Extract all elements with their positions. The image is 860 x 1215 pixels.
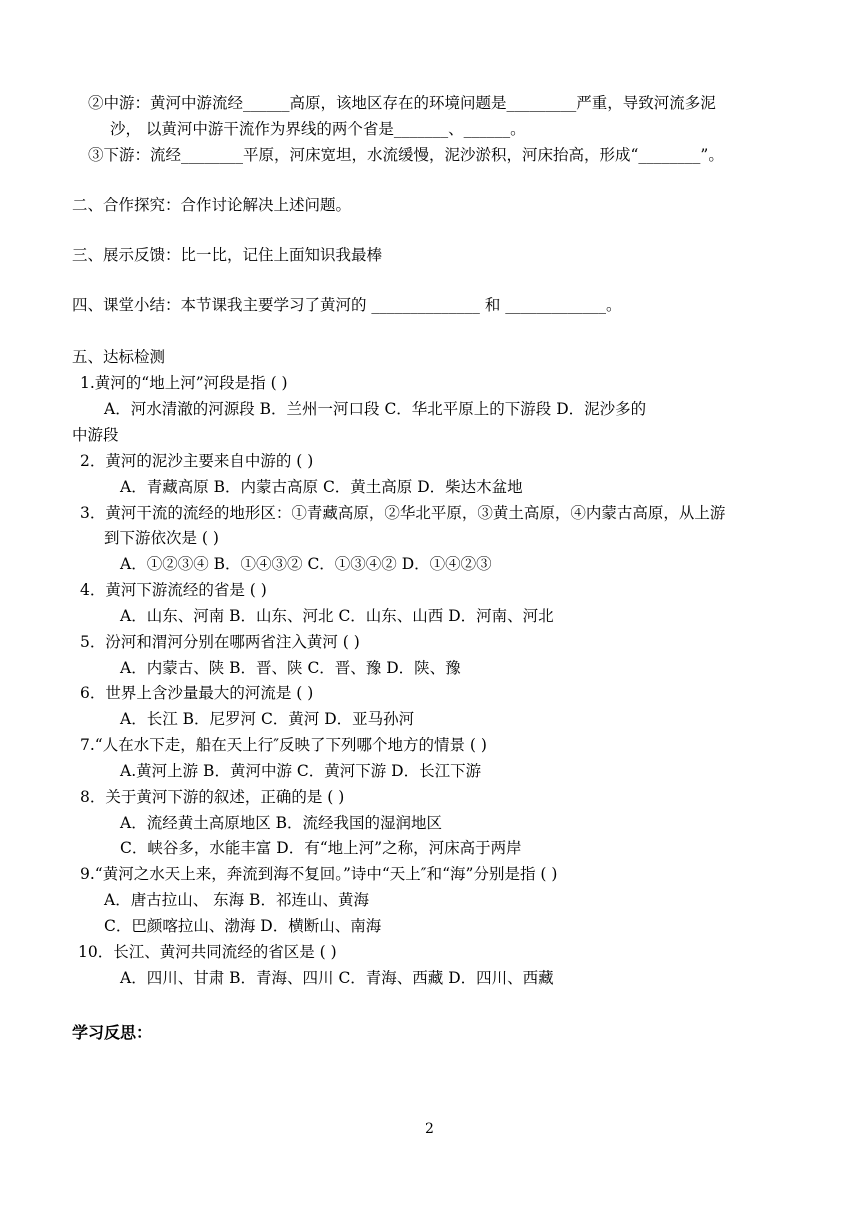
question-9-options-a: A．唐古拉山、 东海 B．祁连山、黄海 (104, 891, 369, 909)
question-5: 5．汾河和渭河分别在哪两省注入黄河 ( ) (80, 633, 360, 651)
page-number: 2 (425, 1121, 434, 1137)
question-9-options-b: C．巴颜喀拉山、渤海 D．横断山、南海 (104, 917, 382, 935)
question-3: 3．黄河干流的流经的地形区：①青藏高原，②华北平原，③黄土高原，④内蒙古高原，从上游 (80, 504, 726, 522)
question-10: 10．长江、黄河共同流经的省区是 ( ) (78, 943, 337, 961)
section-three-heading: 三、展示反馈：比一比，记住上面知识我最棒 (72, 246, 383, 264)
question-4: 4．黄河下游流经的省是 ( ) (80, 581, 267, 599)
question-1: 1.黄河的“地上河”河段是指 ( ) (80, 374, 288, 392)
midstream-line-2: 沙， 以黄河中游干流作为界线的两个省是_______、______。 (110, 120, 526, 138)
section-two-heading: 二、合作探究：合作讨论解决上述问题。 (72, 196, 352, 214)
question-7: 7.“人在水下走，船在天上行″反映了下列哪个地方的情景 ( ) (80, 736, 487, 754)
section-five-heading: 五、达标检测 (72, 348, 166, 366)
question-6: 6．世界上含沙量最大的河流是 ( ) (80, 684, 314, 702)
reflection-heading: 学习反思： (72, 1023, 153, 1042)
question-2: 2．黄河的泥沙主要来自中游的 ( ) (80, 452, 314, 470)
question-3-cont: 到下游依次是 ( ) (104, 529, 219, 547)
question-8-options-b: C．峡谷多，水能丰富 D．有“地上河”之称，河床高于两岸 (120, 839, 522, 857)
question-10-options: A．四川、甘肃 B．青海、四川 C．青海、西藏 D．四川、西藏 (120, 969, 554, 987)
question-1-options-cont: 中游段 (72, 426, 119, 444)
question-5-options: A．内蒙古、陕 B．晋、陕 C．晋、豫 D．陕、豫 (120, 659, 461, 677)
question-9: 9.“黄河之水天上来，奔流到海不复回。”诗中“天上″和“海”分别是指 ( ) (80, 865, 558, 883)
question-7-options: A.黄河上游 B．黄河中游 C．黄河下游 D．长江下游 (120, 762, 482, 780)
question-8-options-a: A．流经黄土高原地区 B．流经我国的湿润地区 (120, 814, 443, 832)
question-3-options: A．①②③④ B．①④③② C．①③④② D．①④②③ (120, 555, 492, 573)
downstream-line: ③下游：流经________平原，河床宽坦，水流缓慢，泥沙淤积，河床抬高，形成“________”。 (88, 146, 724, 164)
question-2-options: A．青藏高原 B．内蒙古高原 C．黄土高原 D．柴达木盆地 (120, 478, 523, 496)
question-6-options: A．长江 B．尼罗河 C．黄河 D．亚马孙河 (120, 710, 415, 728)
question-8: 8．关于黄河下游的叙述，正确的是 ( ) (80, 788, 345, 806)
section-four-heading: 四、课堂小结：本节课我主要学习了黄河的 ______________ 和 _____________。 (72, 296, 622, 314)
midstream-line-1: ②中游：黄河中游流经______高原，该地区存在的环境问题是_________严重，导致河流多泥 (88, 94, 716, 112)
question-1-options: A．河水清澈的河源段 B．兰州一河口段 C．华北平原上的下游段 D．泥沙多的 (104, 400, 647, 418)
question-4-options: A．山东、河南 B．山东、河北 C．山东、山西 D．河南、河北 (120, 607, 554, 625)
